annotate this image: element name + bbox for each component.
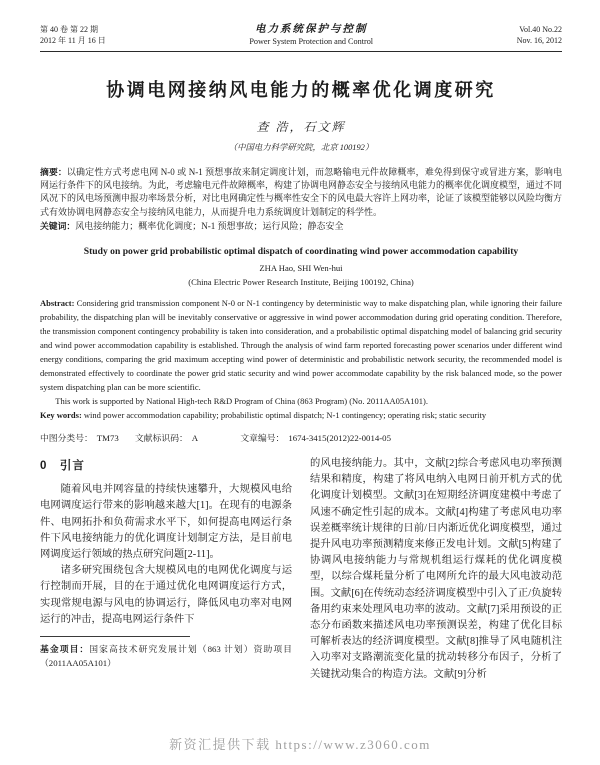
- doc-code-group: [135, 433, 198, 443]
- intro-paragraph-continued: 的风电接纳能力。其中，文献[2]综合考虑风电功率预测结果和精度，构建了将风电纳入电网日前开机方式的优化调度计划模型。文献[3]在短期经济调度建模中考虑了风速不确定性引起的成本。文献[4]构建了考虑风电功率误差概率统计规律的日前/日内渐近优化调度模型，通过提升风电功率预测精度来修正发电计划。文献[5]构建了协调风电接纳能力与常规机组运行煤耗的优化调度模型，以综合煤耗量分析了电网所允许的最大风电波动范围。文献[6]在传统动态经济调度模型中引入了正/负旋转备用约束来处理风电功率的波动。文献[7]采用预设的正态分布函数来描述风电功率预测误差，构建了优化目标可解析表达的经济调度模型。文献[8]推导了风电随机注入功率对支路潮流变化量的扰动转移分布因子，分析了关键扰动集合的构造方法。文献[9]分析: [310, 458, 562, 680]
- authors-cn: 查 浩，石文辉: [256, 120, 346, 134]
- journal-name-en: Power System Protection and Control: [249, 37, 374, 46]
- download-watermark: 新资汇提供下载 https://www.z3060.com: [169, 737, 431, 752]
- doc-code-label: 文献标识码：: [135, 433, 188, 444]
- funding-statement-en: This work is supported by National High-tech R&D Program of China (863 Program) (No. 2011AA05A101).: [55, 396, 428, 407]
- section-heading-intro: 0 引言: [40, 460, 85, 473]
- abstract-cn-text: 以确定性方式考虑电网 N-0 或 N-1 预想事故来制定调度计划，而忽略输电元件故障概率，难免得到保守或冒进方案，影响电网运行条件下的风电接纳。为此，考虑输电元件故障概率，构建了协调电网静态安全与接纳风电能力的概率优化调度模型，通过不同风况下的风电场预测申报功率场景分析，对比电网确定性与概率性安全下的风电最大容许上网功率，论证了该模型能够以风险均衡方式有效协调电网静态安全与接纳风电能力，从而提升电力系统调度计划制定的科学性。: [40, 167, 563, 217]
- clc-value: TM73: [96, 433, 119, 444]
- keywords-cn-text: 风电接纳能力；概率优化调度；N-1 预想事故；运行风险；静态安全: [75, 220, 344, 231]
- journal-name-cn: 电力系统保护与控制: [254, 24, 368, 35]
- doc-code-value: A: [191, 433, 199, 444]
- funding-footnote: [40, 642, 292, 670]
- date-cn: 2012 年 11 月 16 日: [40, 36, 106, 45]
- paper-title-en: Study on power grid probabilistic optimal dispatch of coordinating wind power accommodation capability: [83, 246, 519, 258]
- keywords-cn-label: 关键词：: [40, 220, 76, 231]
- left-column: [40, 456, 292, 683]
- journal-header: [40, 24, 562, 52]
- header-issue-info: [40, 24, 106, 46]
- intro-paragraph-2: 诸多研究围绕包含大规模风电的电网优化调度与运行控制而开展，目的在于通过优化电网调度运行方式，实现常规电源与风电的协调运行，降低风电功率对电网运行的冲击，提高电网运行条件下: [40, 565, 292, 625]
- funding-footnote-text: 国家高技术研究发展计划（863 计划）资助项目（2011AA05A101）: [40, 644, 292, 669]
- abstract-en-label: Abstract:: [40, 298, 75, 309]
- volume-issue-en: Vol.40 No.22: [519, 25, 562, 34]
- article-no-group: [240, 433, 391, 443]
- keywords-cn: [40, 220, 562, 233]
- body-columns: [40, 456, 562, 683]
- paper-title-cn: 协调电网接纳风电能力的概率优化调度研究: [106, 80, 496, 100]
- abstract-en: [40, 296, 562, 394]
- clc-group: [40, 433, 119, 443]
- footnote-block: [40, 636, 292, 670]
- abstract-cn-label: 摘要：: [40, 167, 67, 177]
- intro-paragraph-1: 随着风电并网容量的持续快速攀升，大规模风电给电网调度运行带来的影响越来越大[1]。在现有的电源条件、电网拓扑和负荷需求水平下，如何提高电网运行条件下风电接纳能力的优化调度计划制定方法，是目前电网调度运行领域的热点研究问题[2-11]。: [40, 484, 292, 561]
- date-en: Nov. 16, 2012: [516, 36, 562, 45]
- keywords-en-label: Key words:: [40, 410, 82, 421]
- volume-issue-cn: 第 40 卷 第 22 期: [40, 25, 98, 34]
- right-column: [310, 456, 562, 683]
- clc-label: 中图分类号：: [40, 433, 93, 444]
- article-no-label: 文章编号：: [240, 433, 285, 444]
- keywords-en-text: wind power accommodation capability; probabilistic optimal dispatch; N-1 contingency; operating risk; static security: [83, 410, 487, 421]
- footnote-divider: [40, 636, 190, 637]
- abstract-cn: [40, 166, 562, 219]
- article-no-value: 1674-3415(2012)22-0014-05: [288, 433, 391, 444]
- classification-row: [40, 432, 562, 444]
- affiliation-cn: （中国电力科学研究院，北京 100192）: [228, 143, 374, 152]
- header-vol-info: [517, 24, 562, 46]
- affiliation-en: (China Electric Power Research Institute, Beijing 100192, China): [188, 277, 414, 288]
- authors-en: ZHA Hao, SHI Wen-hui: [259, 263, 343, 274]
- abstract-en-text: Considering grid transmission component N-0 or N-1 contingency by deterministic way to make dispatching plan, while ignoring their failure probability, the dispatching plan will be inevitably conservative or aggressive in wind power accommodation during grid operating condition. Therefore, the transmission component contingency probability is taken into consideration, and a probabilistic optimal dispatching model of balancing grid security and wind power accommodation capability is established. Through the analysis of wind farm reported forecasting power scenarios under different wind energy conditions, comparing the grid maximum accepting wind power of deterministic and probabilistic network security, the recommended model is demonstrated effectively to coordinate the power grid static security and wind power accommodate capability by the risk balanced mode, so the power system dispatching plan can be more scientific.: [40, 298, 562, 393]
- funding-footnote-label: 基金项目：: [40, 644, 90, 655]
- journal-name-block: [106, 24, 517, 47]
- keywords-en: [40, 408, 562, 422]
